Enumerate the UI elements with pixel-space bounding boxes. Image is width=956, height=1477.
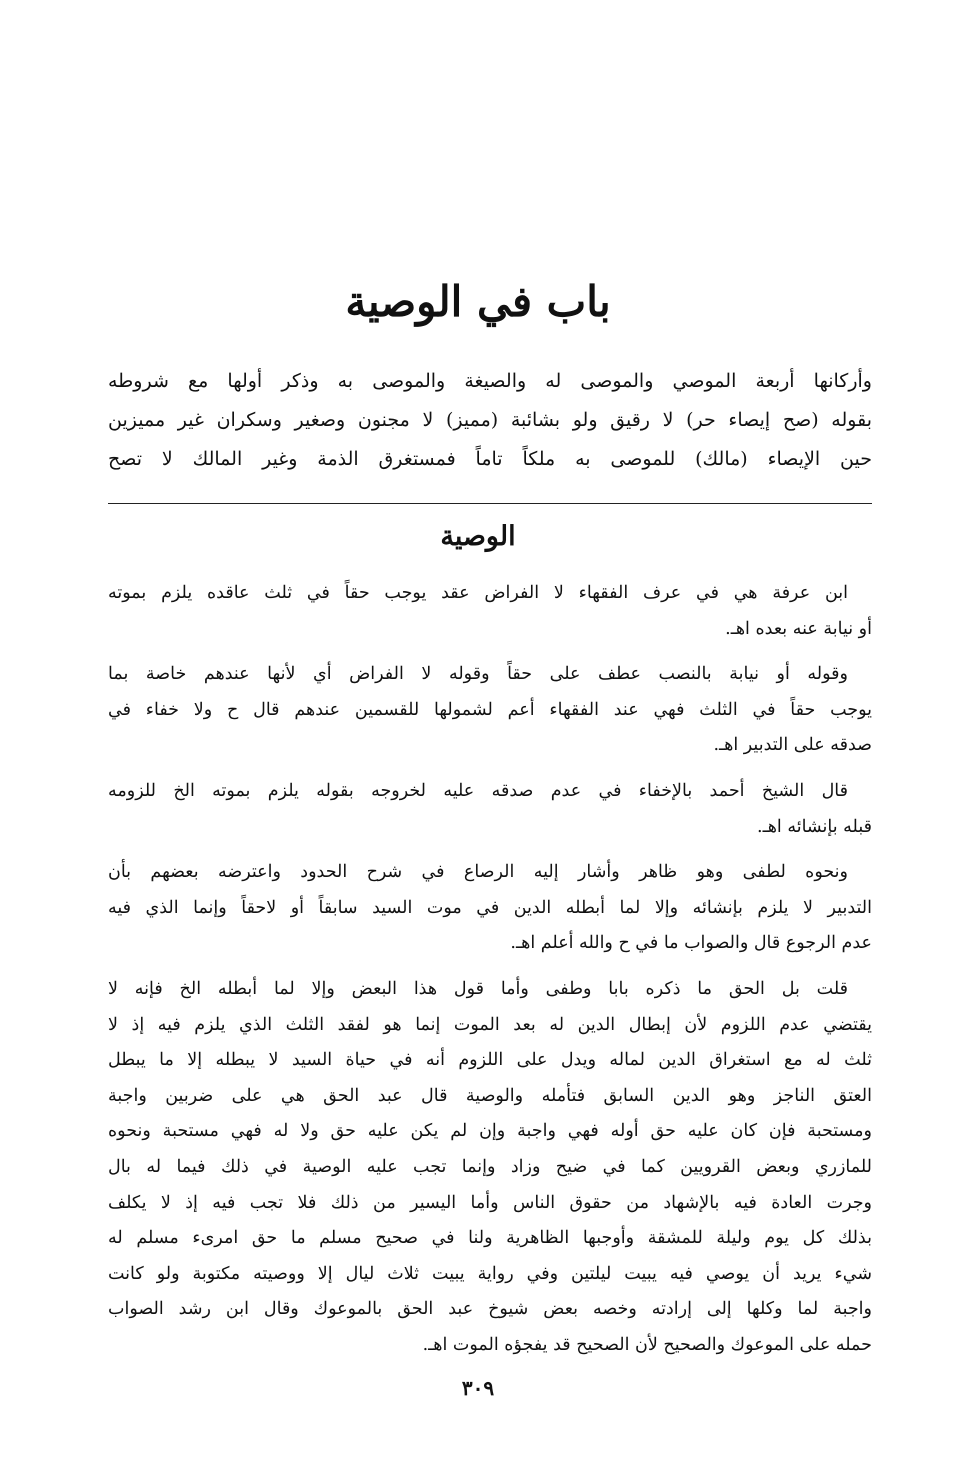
commentary-line: واجبة لما وكلها إلى إرادته وخصه بعض شيوخ عبد الحق بالموعوك وقال ابن رشد الصواب xyxy=(108,1299,872,1320)
commentary-line: ثلث له مع استغراق الدين لماله ويدل على اللزوم أنه في حياة السيد لا يبطله إلا ما يبطل xyxy=(108,1050,872,1071)
commentary-block xyxy=(108,576,872,1373)
commentary-line: صدقه على التدبير اهـ. xyxy=(713,735,872,756)
commentary-paragraph xyxy=(108,657,872,764)
commentary-line: وقوله أو نيابة بالنصب عطف على حقاً وقوله لا الفراض أي لأنها عندهم خاصة بما xyxy=(108,664,848,685)
commentary-paragraph xyxy=(108,972,872,1364)
commentary-line: حمله على الموعوك والصحيح لأن الصحيح قد يفجؤه الموت اهـ. xyxy=(422,1334,872,1355)
section-title: الوصية xyxy=(440,521,516,552)
commentary-line: بذلك كل يوم وليلة للمشقة وأوجبها الظاهرية ولنا في صحيح مسلم ما حق امرىء مسلم له xyxy=(108,1228,872,1249)
commentary-line: يقتضي عدم اللزوم لأن إبطال الدين له بعد الموت إنما هو لفقد الثلث الذي يلزم فيه إذ لا xyxy=(108,1014,872,1035)
commentary-line: وجرت العادة فيه بالإشهاد من حقوق الناس وأما اليسير من ذلك فلا تجب فيه إذ لا يكلف xyxy=(108,1192,872,1213)
commentary-line: ومستحبة فإن كان عليه حق أوله فهي واجبة وإن لم يكن عليه حق ولا له فهي مستحبة ونحوه xyxy=(108,1121,872,1142)
commentary-paragraph xyxy=(108,774,872,845)
commentary-line: ونحوه لطفى وهو ظاهر وأشار إليه الرصاع في شرح الحدود واعترضه بعضهم بأن xyxy=(108,862,848,883)
commentary-line: يوجب حقاً في الثلث فهي عند الفقهاء أعم لشمولها للقسمين عندهم قال ح ولا خفاء في xyxy=(108,699,872,720)
main-text-block xyxy=(108,362,872,479)
commentary-line: التدبير لا يلزم بإنشائه وإلا لما أبطله الدين في موت السيد سابقاً أو لاحقاً وإنما الذي فيه xyxy=(108,897,872,918)
commentary-line: قلت بل الحق ما ذكره بابا وطفى وأما قول هذا البعض وإلا لما أبطله الخ فإنه لا xyxy=(108,978,848,999)
main-text-line: حين الإيصاء (مالك) للموصى به ملكاً تاماً فمستغرق الذمة وغير المالك لا تصح xyxy=(108,448,872,470)
commentary-line: ابن عرفة هي في عرف الفقهاء لا الفراض عقد يوجب حقاً في ثلث عاقده يلزم بموته xyxy=(108,583,848,603)
page-number: ٣٠٩ xyxy=(461,1376,495,1400)
commentary-line: العتق الناجز وهو الدين السابق فتأمله والوصية قال عبد الحق هي على ضربين واجبة xyxy=(108,1085,872,1106)
commentary-line: للمازري وبعض القرويين كما في ضيح وزاد وإنما تجب عليه الوصية في ذلك فيما له بال xyxy=(108,1156,872,1177)
commentary-line: أو نيابة عنه بعده اهـ. xyxy=(725,618,872,639)
section-divider xyxy=(108,503,872,504)
commentary-line: قبله بإنشائه اهـ. xyxy=(757,816,872,837)
main-text-line: وأركانها أربعة الموصي والموصى له والصيغة والموصى به وذكر أولها مع شروطه xyxy=(108,370,872,392)
commentary-paragraph xyxy=(108,576,872,647)
chapter-title: باب في الوصية xyxy=(345,277,611,326)
commentary-line: قال الشيخ أحمد بالإخفاء في عدم صدقه عليه لخروجه بقوله يلزم بموته الخ للزومه xyxy=(108,780,848,801)
main-text-line: بقوله (صح إيصاء حر) لا رقيق ولو بشائبة (مميز) لا مجنون وصغير وسكران غير مميزين xyxy=(108,409,872,431)
commentary-line: شيء يريد أن يوصي فيه يبيت ليلتين وفي رواية يبيت ثلاث ليال إلا ووصيته مكتوبة ولو كانت xyxy=(108,1263,872,1284)
commentary-paragraph xyxy=(108,855,872,962)
commentary-line: عدم الرجوع قال والصواب ما في ح والله أعلم اهـ. xyxy=(510,933,872,954)
